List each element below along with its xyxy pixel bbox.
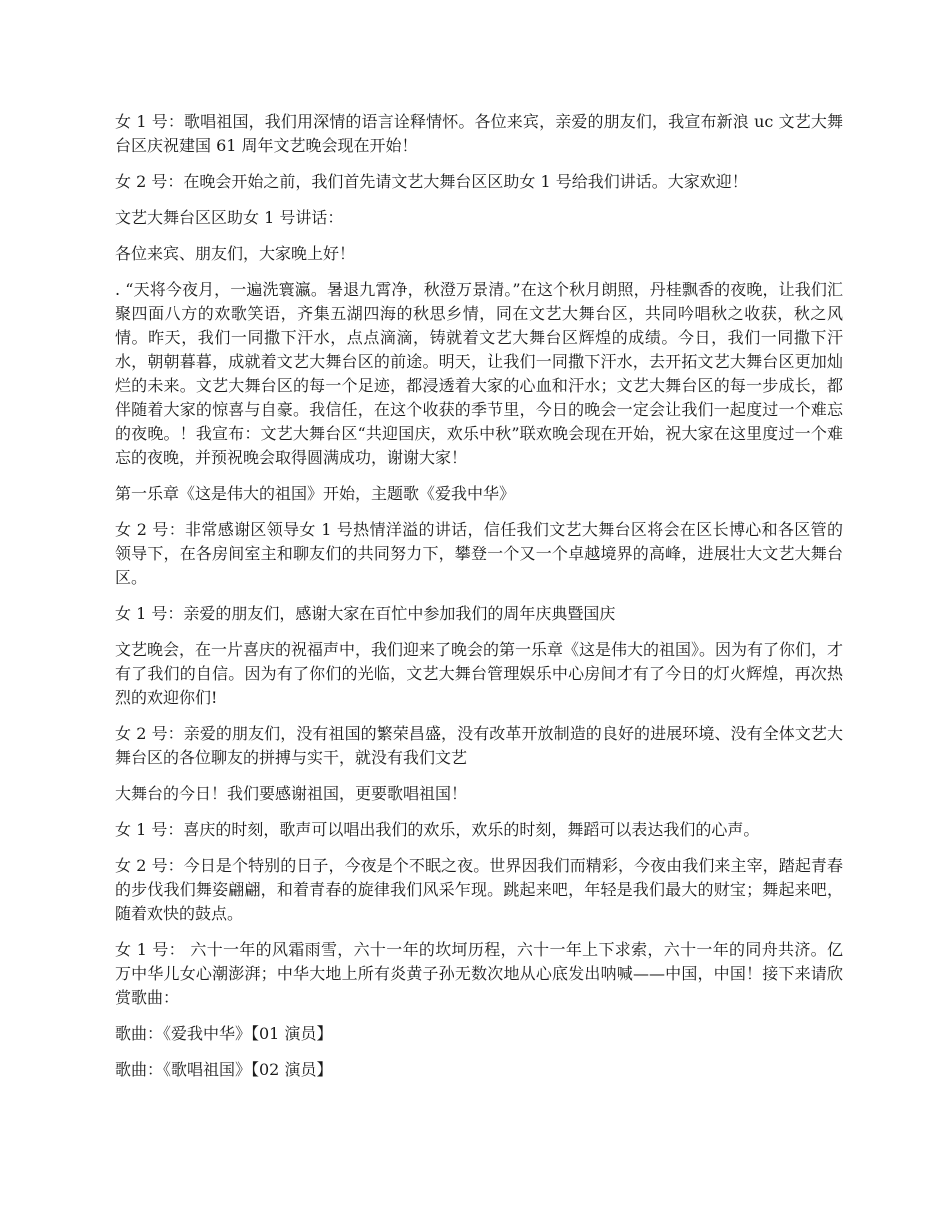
paragraph-sing-motherland: 大舞台的今日！我们要感谢祖国，更要歌唱祖国！ — [115, 784, 468, 803]
paragraph-chapter-one-intro: 文艺晚会，在一片喜庆的祝福声中，我们迎来了晚会的第一乐章《这是伟大的祖国》。因为有了你们，才有了我们的自信。因为有了你们的光临，文艺大舞台管理娱乐中心房间才有了今日的灯火辉煌，再次热烈的欢迎你们! — [115, 640, 844, 707]
paragraph-chapter-one-title: 第一乐章《这是伟大的祖国》开始，主题歌《爱我中华》 — [115, 484, 516, 503]
paragraph-greeting: 各位来宾、朋友们，大家晚上好！ — [115, 244, 356, 263]
paragraph-song-one: 歌曲：《爱我中华》【01 演员】 — [115, 1024, 333, 1043]
paragraph-host2-motherland: 女 2 号：亲爱的朋友们，没有祖国的繁荣昌盛，没有改革开放制造的良好的进展环境、没有全体文艺大舞台区的各位聊友的拼搏与实干，就没有我们文艺 — [115, 724, 843, 767]
paragraph-host2-intro: 女 2 号：在晚会开始之前，我们首先请文艺大舞台区区助女 1 号给我们讲话。大家欢迎！ — [115, 172, 748, 191]
paragraph-host1-sixty-one-years: 女 1 号： 六十一年的风霜雨雪，六十一年的坎坷历程，六十一年上下求索，六十一年的同舟共济。亿万中华儿女心潮澎湃；中华大地上所有炎黄子孙无数次地从心底发出呐喊——中国，中国！接下来请欣赏歌曲： — [115, 940, 843, 1007]
paragraph-speech-heading: 文艺大舞台区区助女 1 号讲话： — [115, 208, 344, 227]
paragraph-speech-body: . “天将今夜月，一遍洗寰瀛。暑退九霄净，秋澄万景清。”在这个秋月朗照，丹桂飘香的夜晚，让我们汇聚四面八方的欢歌笑语，齐集五湖四海的秋思乡情，同在文艺大舞台区，共同吟唱秋之收获，秋之风情。昨天，我们一同撒下汗水，点点滴滴，铸就着文艺大舞台区辉煌的成绩。今日，我们一同撒下汗水，朝朝暮暮，成就着文艺大舞台区的前途。明天，让我们一同撒下汗水，去开拓文艺大舞台区更加灿烂的未来。文艺大舞台区的每一个足迹，都浸透着大家的心血和汗水；文艺大舞台区的每一步成长，都伴随着大家的惊喜与自豪。我信任，在这个收获的季节里，今日的晚会一定会让我们一起度过一个难忘的夜晚。！我宣布：文艺大舞台区“共迎国庆，欢乐中秋”联欢晚会现在开始，祝大家在这里度过一个难忘的夜晚，并预祝晚会取得圆满成功，谢谢大家！ — [115, 280, 843, 467]
paragraph-host2-thanks: 女 2 号：非常感谢区领导女 1 号热情洋溢的讲话，信任我们文艺大舞台区将会在区长博心和各区管的领导下，在各房间室主和聊友们的共同努力下，攀登一个又一个卓越境界的高峰，进展壮大文艺大舞台区。 — [115, 520, 843, 587]
paragraph-song-two: 歌曲：《歌唱祖国》【02 演员】 — [115, 1060, 333, 1079]
document-body — [115, 110, 843, 1094]
paragraph-host1-welcome: 女 1 号：亲爱的朋友们，感谢大家在百忙中参加我们的周年庆典暨国庆 — [115, 604, 616, 623]
paragraph-host2-special-day: 女 2 号：今日是个特别的日子，今夜是个不眠之夜。世界因我们而精彩，今夜由我们来主宰，踏起青春的步伐我们舞姿翩翩，和着青春的旋律我们风采乍现。跳起来吧，年轻是我们最大的财宝；舞起来吧，随着欢快的鼓点。 — [115, 856, 843, 923]
paragraph-opening-announcement: 女 1 号：歌唱祖国，我们用深情的语言诠释情怀。各位来宾，亲爱的朋友们，我宣布新浪 uc 文艺大舞台区庆祝建国 61 周年文艺晚会现在开始！ — [115, 112, 843, 155]
paragraph-host1-joy: 女 1 号：喜庆的时刻，歌声可以唱出我们的欢乐，欢乐的时刻，舞蹈可以表达我们的心声。 — [115, 820, 760, 839]
